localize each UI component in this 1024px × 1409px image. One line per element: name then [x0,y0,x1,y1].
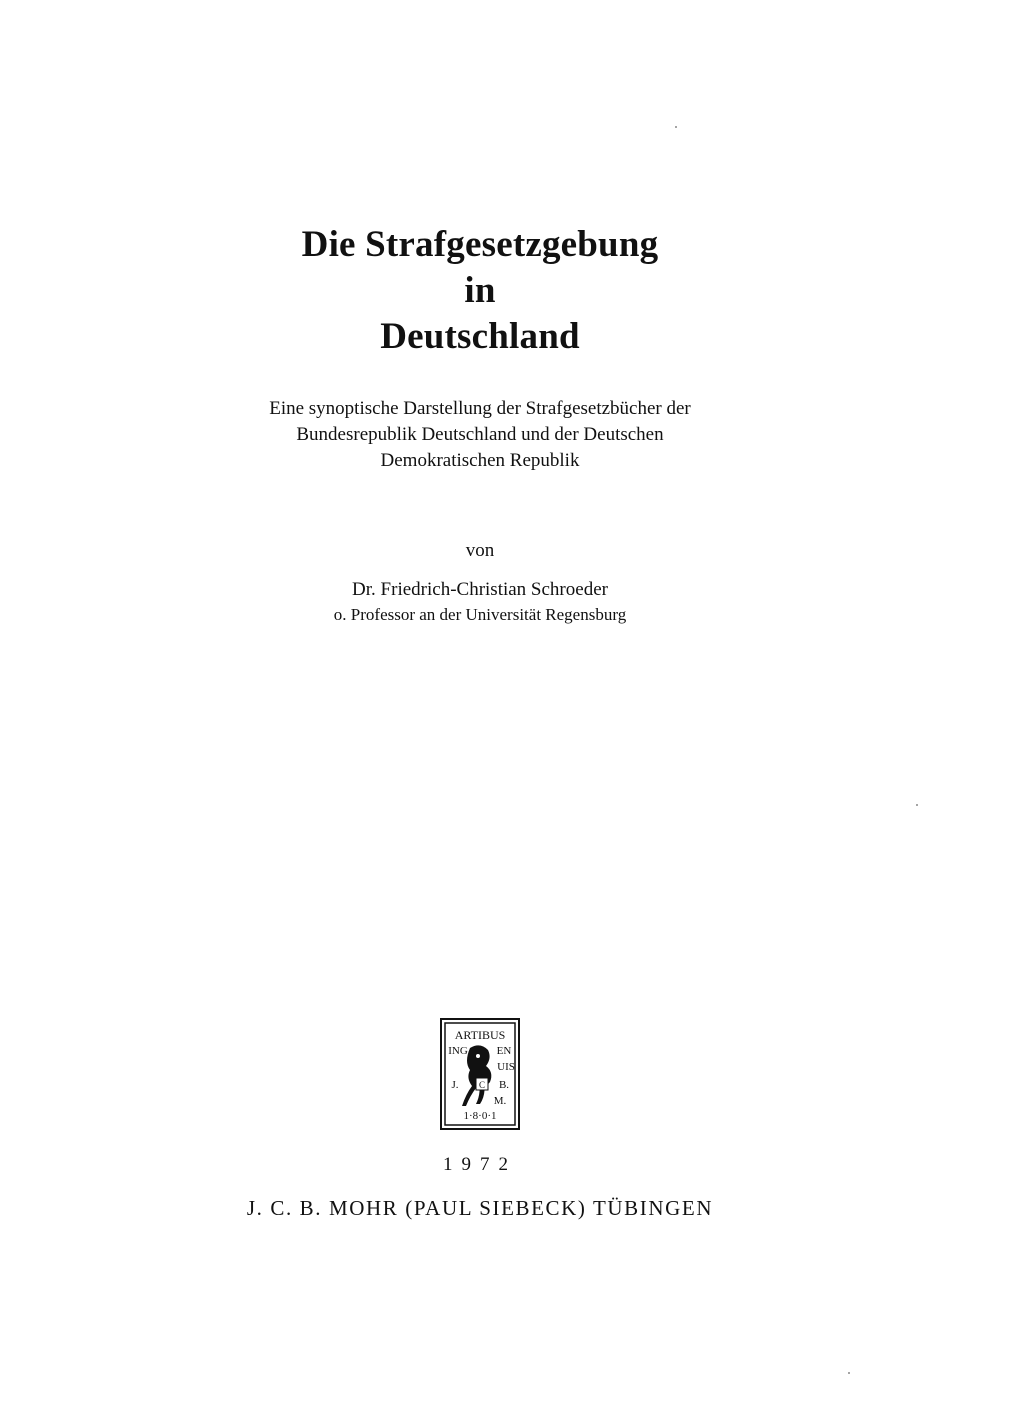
byline: von [465,540,495,561]
book-title [0,222,960,360]
publication-year: 1972 [443,1154,517,1175]
svg-text:UIS: UIS [497,1061,515,1073]
title-line-3: Deutschland [380,316,580,357]
svg-text:1·8·0·1: 1·8·0·1 [463,1110,497,1122]
title-line-1: Die Strafgesetzgebung [301,224,659,265]
book-subtitle [0,396,960,474]
subtitle-line-2: Bundesrepublik Deutschland und der Deutschen [296,424,664,445]
svg-text:EN: EN [496,1045,512,1057]
publisher-emblem-icon [440,1018,520,1130]
scan-speck [848,1372,850,1374]
scan-speck [675,126,677,128]
subtitle-line-3: Demokratischen Republik [380,450,580,471]
svg-text:ARTIBUS: ARTIBUS [454,1028,506,1042]
svg-text:ING: ING [448,1045,468,1057]
publisher-imprint: J. C. B. MOHR (PAUL SIEBECK) TÜBINGEN [246,1196,714,1220]
scan-speck [916,804,918,806]
subtitle-line-1: Eine synoptische Darstellung der Strafgesetzbücher der [269,398,691,419]
title-line-2: in [464,270,496,311]
svg-text:B.: B. [498,1079,510,1091]
svg-text:C: C [478,1080,486,1090]
author-block [0,577,960,627]
svg-text:J.: J. [451,1079,459,1091]
author-affiliation: o. Professor an der Universität Regensburg [333,605,627,624]
svg-text:M.: M. [493,1095,507,1107]
author-name: Dr. Friedrich-Christian Schroeder [352,579,608,600]
